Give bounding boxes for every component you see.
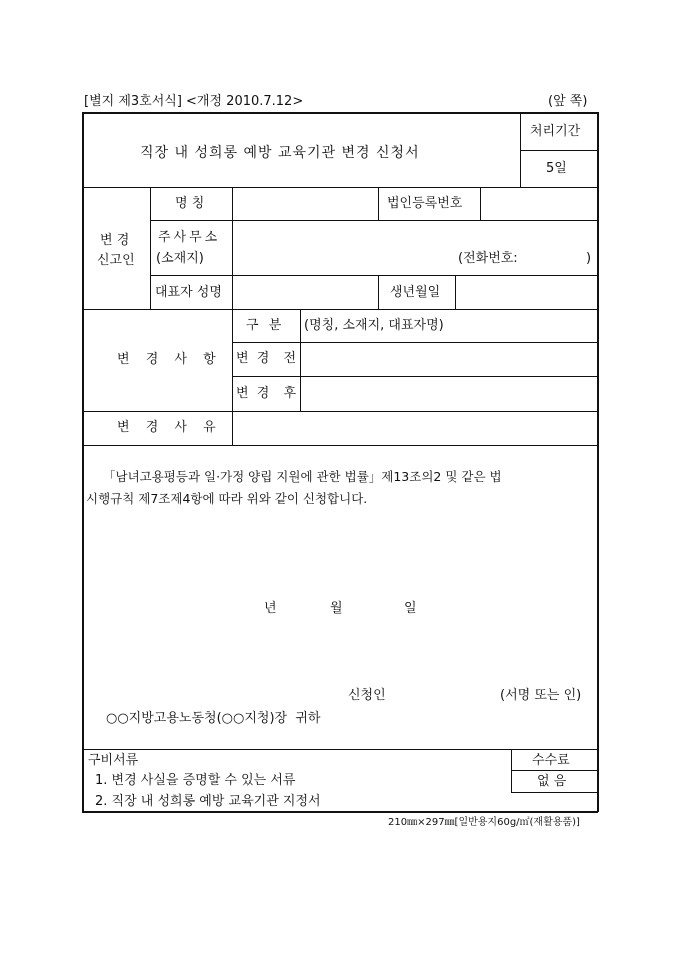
office-address-field[interactable] <box>234 222 595 274</box>
applicant-sign-label: 신청인 <box>348 688 386 703</box>
sign-or-seal-label: (서명 또는 인) <box>500 688 582 703</box>
processing-period-label: 처리기간 <box>530 124 581 139</box>
corp-reg-field[interactable] <box>482 189 595 219</box>
date-month: 월 <box>330 601 343 616</box>
date-day: 일 <box>404 601 417 616</box>
applicant-section-label-2: 신고인 <box>97 253 135 268</box>
birth-date-field[interactable] <box>457 277 595 308</box>
paper-spec: 210㎜×297㎜[일반용지60g/㎡(재활용품)] <box>388 817 580 828</box>
changes-section-label: 변 경 사 항 <box>117 352 222 367</box>
document-item: 2. 직장 내 성희롱 예방 교육기관 지정서 <box>95 794 321 809</box>
birth-date-label: 생년월일 <box>390 285 441 300</box>
corp-reg-label: 법인등록번호 <box>387 196 463 211</box>
name-field[interactable] <box>234 189 376 219</box>
fee-value: 없 음 <box>537 774 567 789</box>
phone-close: ) <box>586 251 592 266</box>
category-label: 구 분 <box>246 318 285 333</box>
fee-label: 수수료 <box>532 753 570 768</box>
office-label-2: (소재지) <box>156 251 204 266</box>
reason-field[interactable] <box>234 413 595 444</box>
after-field[interactable] <box>302 378 595 410</box>
statement-line-2: 시행규칙 제7조제4항에 따라 위와 같이 신청합니다. <box>86 491 368 506</box>
representative-label: 대표자 성명 <box>155 285 222 300</box>
form-number: [별지 제3호서식] <개정 2010.7.12> <box>84 94 304 109</box>
form-title: 직장 내 성희롱 예방 교육기관 변경 신청서 <box>140 145 420 161</box>
category-value: (명칭, 소재지, 대표자명) <box>304 318 444 333</box>
before-field[interactable] <box>302 344 595 375</box>
document-item: 1. 변경 사실을 증명할 수 있는 서류 <box>95 773 296 788</box>
phone-label: (전화번호: <box>458 251 518 266</box>
after-label: 변 경 후 <box>236 386 299 401</box>
representative-field[interactable] <box>234 277 376 308</box>
statement-line-1: 「남녀고용평등과 일·가정 양립 지원에 관한 법률」제13조의2 및 같은 법 <box>103 469 502 484</box>
date-year: 년 <box>264 601 277 616</box>
page-side: (앞 쪽) <box>548 94 588 109</box>
office-label: 주사무소 <box>158 230 221 245</box>
addressee: ○○지방고용노동청(○○지청)장 귀하 <box>106 711 321 726</box>
applicant-section-label: 변 경 <box>100 233 130 248</box>
reason-label: 변 경 사 유 <box>117 420 222 435</box>
documents-label: 구비서류 <box>88 753 139 768</box>
name-label: 명 칭 <box>175 196 205 211</box>
processing-period-value: 5일 <box>546 161 567 176</box>
before-label: 변 경 전 <box>236 351 299 366</box>
